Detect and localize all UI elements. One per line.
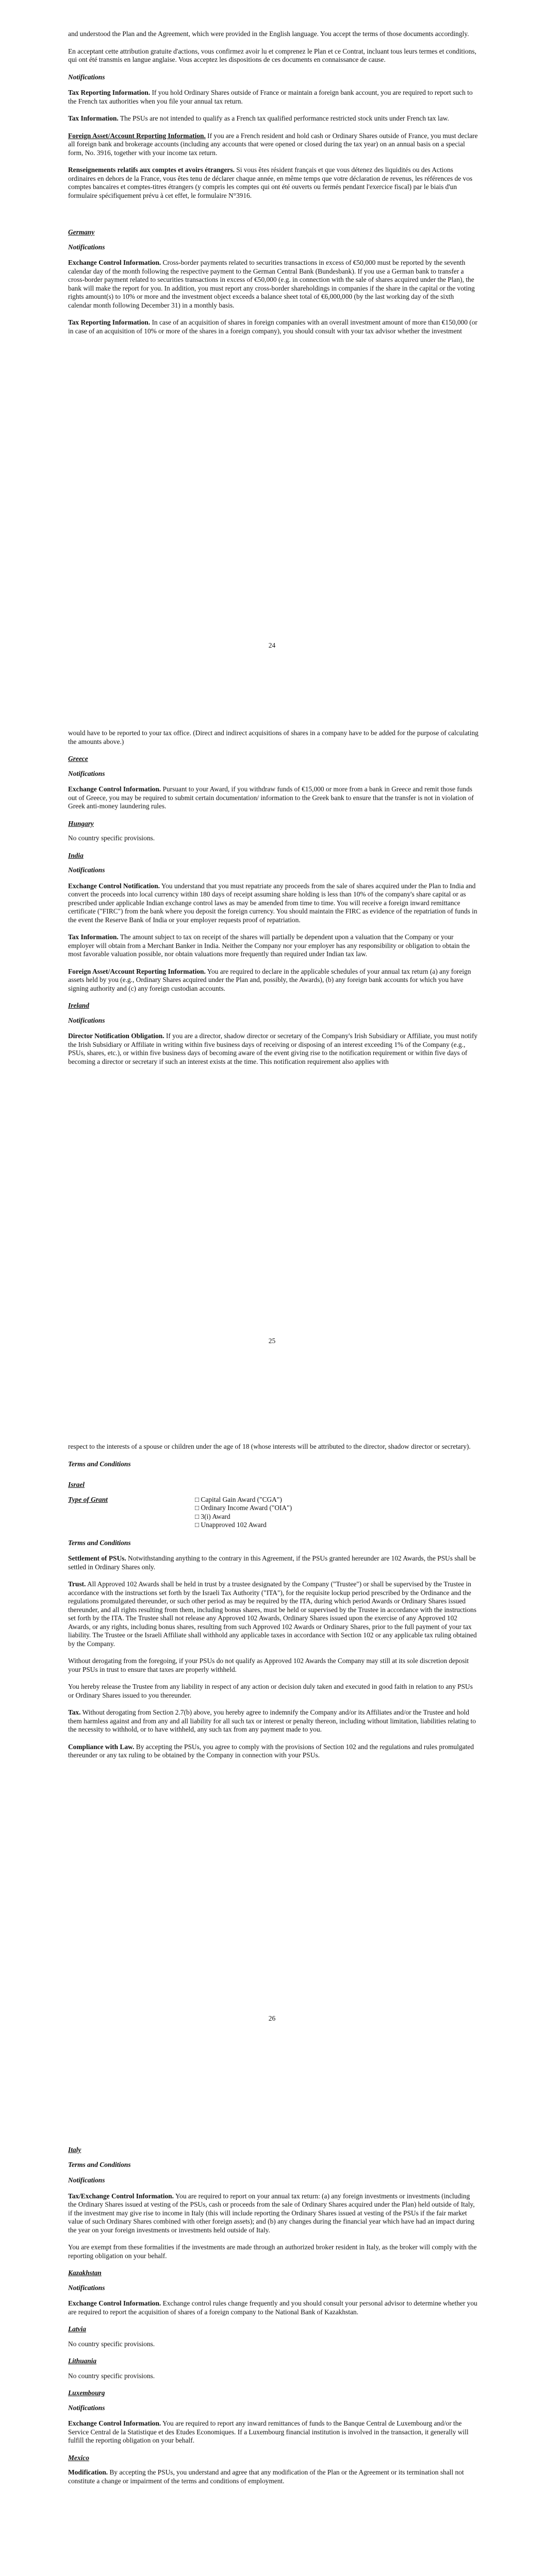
country-heading-israel: Israel	[68, 1481, 85, 1488]
paragraph-lead: Settlement of PSUs.	[68, 1554, 126, 1562]
paragraph-text: If you are a director, shadow director or secretary of the Company's Irish Subsidiary or Affiliate, you must notify the Irish Subsidiary or Affiliate in writing within five business days of receiving or disposing of an interest exceeding 1% of the Company (e.g., PSUs, shares, etc.), or within five business days of becoming aware of the event giving rise to the notification requirement or within five days of becoming a director or secretary if such an interest exists at the time. This notification requirement also applies with	[68, 1032, 477, 1065]
paragraph-text: Cross-border payments related to securities transactions in excess of €50,000 must be reported by the seventh calendar day of the month following the respective payment to the German Central Bank (Bundesbank). If you use a German bank to transfer a cross-border payment related to securities transactions in excess of €50,000 (e.g. in connection with the sale of shares acquired under the Plan), the bank will make the report for you. In addition, you must report any cross-border shareholdings in companies if the share in the capital or the voting rights amount(s) to 10% or more and the investment object exceeds a balance sheet total of €6,000,000 (by the last working day of the sixth calendar month following December 31) in a monthly basis.	[68, 259, 475, 309]
paragraph-text: If you hold Ordinary Shares outside of France or maintain a foreign bank account, you are required to report such to the French tax authorities when you file your annual tax return.	[68, 89, 473, 105]
paragraph	[68, 785, 479, 811]
grant-type-options	[195, 1496, 292, 1530]
country-heading-mexico: Mexico	[68, 2453, 89, 2462]
paragraph: En acceptant cette attribution gratuite d'actions, vous confirmez avoir lu et comprenez le Plan et ce Contrat, incluant tous leurs termes et conditions, qui ont été transmis en langue anglaise. Vous acceptez les dispositions de ces documents en connaissance de cause.	[68, 47, 476, 63]
grant-option-checkbox[interactable]: □ Unapproved 102 Award	[195, 1521, 267, 1529]
paragraph	[68, 132, 479, 158]
country-heading-luxembourg: Luxembourg	[68, 2389, 105, 2397]
paragraph: Without derogating from the foregoing, if your PSUs do not qualify as Approved 102 Awards the Company may still at its sole discretion deposit your PSUs in trust to ensure that taxes are properly withheld.	[68, 1657, 469, 1673]
notifications-heading: Notifications	[68, 2403, 105, 2412]
paragraph-lead: Renseignements relatifs aux comptes et avoirs étrangers.	[68, 166, 235, 174]
paragraph-lead: Exchange Control Information.	[68, 2299, 161, 2307]
paragraph: You hereby release the Trustee from any liability in respect of any action or decision duly taken and executed in good faith in relation to any PSUs or Ordinary Shares issued to you thereunder.	[68, 1683, 473, 1699]
paragraph: No country specific provisions.	[68, 834, 155, 842]
page-27-body	[68, 2146, 479, 2494]
paragraph: You are exempt from these formalities if the investments are made through an authorized broker resident in Italy, as the broker will comply with the reporting obligation on your behalf.	[68, 2243, 477, 2260]
grant-option-checkbox[interactable]: □ Ordinary Income Award ("OIA")	[195, 1504, 292, 1512]
paragraph: would have to be reported to your tax office. (Direct and indirect acquisitions of shares in a company have to be added for the purpose of calculating the amounts above.)	[68, 729, 479, 745]
spacer	[68, 209, 479, 228]
paragraph-lead: Compliance with Law.	[68, 1742, 135, 1751]
paragraph	[68, 1554, 479, 1571]
paragraph	[68, 114, 479, 123]
paragraph	[68, 1743, 479, 1760]
paragraph-lead: Foreign Asset/Account Reporting Information.	[68, 131, 206, 140]
paragraph-lead: Exchange Control Information.	[68, 259, 161, 266]
notifications-heading: Notifications	[68, 2283, 105, 2292]
page-24	[0, 0, 544, 703]
paragraph-text: You are required to declare in the applicable schedules of your annual tax return (a) any foreign assets held by you (e.g., Ordinary Shares acquired under the Plan and, possibly, the Awards), (b) any foreign bank accounts for which you have signing authority and (c) any foreign custodian accounts.	[68, 967, 471, 992]
grant-option-checkbox[interactable]: □ 3(i) Award	[195, 1512, 230, 1520]
paragraph: and understood the Plan and the Agreement, which were provided in the English language. You accept the terms of those documents accordingly.	[68, 30, 469, 38]
page-25-body	[68, 729, 479, 1075]
paragraph-lead: Exchange Control Information.	[68, 785, 161, 793]
paragraph	[68, 1032, 479, 1066]
paragraph-text: You are required to report any inward remittances of funds to the Banque Central de Luxembourg and/or the Service Central de la Statistique et des Etudes Economiques. If a Luxembourg financial institution is involved in the transaction, it generally will fulfill the reporting obligation on your behalf.	[68, 2419, 469, 2444]
paragraph-lead: Tax.	[68, 1708, 81, 1716]
paragraph-text: If you are a French resident and hold cash or Ordinary Shares outside of France, you must declare all foreign bank and brokerage accounts (including any accounts that were opened or closed during the tax year) on an annual basis on a special form, No. 3916, together with your income tax return.	[68, 131, 478, 157]
paragraph	[68, 318, 479, 335]
grant-type-label: Type of Grant	[68, 1495, 108, 1503]
country-heading-india: India	[68, 851, 84, 859]
country-heading-germany: Germany	[68, 228, 95, 236]
paragraph-text: Si vous êtes résident français et que vous détenez des liquidités ou des Actions ordinaires en dehors de la France, vous êtes tenu de déclarer chaque année, en même temps que votre déclaration de revenus, les références de vos comptes bancaires et comptes-titres étrangers (y compris les comptes qui ont été ouverts ou fermés pendant l'exercice fiscal) par le biais d'un formulaire spécifiquement prévu à cet effet, le formulaire N°3916.	[68, 166, 473, 199]
paragraph-text: Exchange control rules change frequently and you should consult your personal advisor to determine whether you are required to report the acquisition of shares of a foreign company to the National Bank of Kazakhstan.	[68, 2299, 477, 2316]
country-heading-ireland: Ireland	[68, 1002, 89, 1009]
paragraph-text: By accepting the PSUs, you agree to comply with the provisions of Section 102 and the regulations and rules promulgated thereunder or any tax ruling to be obtained by the Company in connection with your PSUs.	[68, 1742, 474, 1759]
paragraph-text: By accepting the PSUs, you understand and agree that any modification of the Plan or the Agreement or its termination shall not constitute a change or impairment of the terms and conditions of employment.	[68, 2468, 464, 2485]
paragraph-lead: Modification.	[68, 2468, 108, 2476]
paragraph	[68, 933, 479, 959]
country-heading-hungary: Hungary	[68, 819, 94, 827]
page-number: 24	[268, 641, 276, 649]
terms-heading: Terms and Conditions	[68, 1460, 131, 1468]
terms-heading: Terms and Conditions	[68, 1538, 131, 1547]
paragraph-text: Without derogating from Section 2.7(b) above, you hereby agree to indemnify the Company and/or its Affiliates and/or the Trustee and hold them harmless against and from any and all liability for all such tax or interest or penalty thereon, including without limitation, liabilities relating to the necessity to withhold, or to have withheld, any such tax from any payment made to you.	[68, 1708, 476, 1733]
page-27	[0, 2110, 544, 2576]
paragraph	[68, 259, 479, 310]
page-25	[0, 703, 544, 1406]
paragraph-text: All Approved 102 Awards shall be held in trust by a trustee designated by the Company ("Trustee") or shall be supervised by the Trustee in accordance with the instructions set forth by the Israeli Tax Authority ("ITA"), for the requisite lockup period prescribed by the Ordinance and the regulations promulgated thereunder, or such other period as may be required by the ITA, during which period Awards or Ordinary Shares issued thereunder, and all rights resulting from them, including bonus shares, must be held or supervised by the Trustee in accordance with the instructions set forth by the ITA. The Trustee shall not release any Approved 102 Awards, Ordinary Shares issued upon the exercise of any Approved 102 Awards, or any rights, including bonus shares, resulting from such Approved 102 Awards or Ordinary Shares, prior to the full payment of your tax liability. The Trustee or the Israeli Affiliate shall withhold any applicable taxes in accordance with Section 102 or any applicable tax ruling obtained by the Company.	[68, 1580, 477, 1648]
paragraph-text: You are required to report on your annual tax return: (a) any foreign investments or investments (including the Ordinary Shares issued at vesting of the PSUs, cash or proceeds from the sale of Ordinary Shares acquired under the Plan) held outside of Italy, if the investment may give rise to income in Italy (this will include reporting the Ordinary Shares issued at vesting of the PSUs if the fair market value of such Ordinary Shares combined with other foreign assets); and (b) any changes during the financial year which have had an impact during the year on your foreign investments or investments held outside of Italy.	[68, 2192, 475, 2234]
paragraph-lead: Foreign Asset/Account Reporting Information.	[68, 967, 206, 975]
paragraph	[68, 882, 479, 925]
page-24-body	[68, 30, 479, 344]
country-heading-lithuania: Lithuania	[68, 2357, 97, 2365]
paragraph: No country specific provisions.	[68, 2340, 155, 2348]
paragraph-text: Pursuant to your Award, if you withdraw funds of €15,000 or more from a bank in Greece and remit those funds out of Greece, you may be required to submit certain documentation/ information to the Greek bank to ensure that the transfer is not in violation of Greek anti-money laundering rules.	[68, 785, 474, 810]
page-number: 26	[268, 2014, 276, 2022]
grant-type-table	[68, 1496, 479, 1530]
paragraph-text: The amount subject to tax on receipt of the shares will partially be dependent upon a valuation that the Company or your employer will obtain from a Merchant Banker in India. Neither the Company nor your employer has any responsibility or obligation to obtain the most favorable valuation possible, nor obtain valuations more frequently than required under Indian tax law.	[68, 933, 470, 958]
notifications-heading: Notifications	[68, 73, 105, 81]
paragraph	[68, 2468, 479, 2485]
grant-option-checkbox[interactable]: □ Capital Gain Award ("CGA")	[195, 1495, 282, 1503]
paragraph	[68, 166, 479, 200]
notifications-heading: Notifications	[68, 1016, 105, 1024]
notifications-heading: Notifications	[68, 243, 105, 251]
paragraph	[68, 1708, 479, 1734]
paragraph	[68, 89, 479, 106]
terms-heading: Terms and Conditions	[68, 2160, 131, 2168]
spacer	[68, 1476, 479, 1481]
notifications-heading: Notifications	[68, 2176, 105, 2184]
paragraph: No country specific provisions.	[68, 2371, 155, 2380]
country-heading-italy: Italy	[68, 2146, 81, 2154]
page-26	[0, 1406, 544, 2110]
paragraph-text: The PSUs are not intended to qualify as a French tax qualified performance restricted stock units under French tax law.	[118, 114, 449, 122]
paragraph-lead: Exchange Control Information.	[68, 2419, 161, 2427]
paragraph-lead: Trust.	[68, 1580, 86, 1588]
paragraph	[68, 2192, 479, 2235]
paragraph-lead: Director Notification Obligation.	[68, 1032, 164, 1040]
paragraph-lead: Tax Information.	[68, 933, 119, 941]
paragraph-lead: Tax Reporting Information.	[68, 89, 151, 96]
paragraph	[68, 968, 479, 993]
paragraph	[68, 2419, 479, 2445]
notifications-heading: Notifications	[68, 769, 105, 777]
paragraph-lead: Tax/Exchange Control Information.	[68, 2192, 174, 2200]
page-number: 25	[268, 1337, 276, 1345]
paragraph-lead: Exchange Control Notification.	[68, 882, 160, 890]
paragraph-text: In case of an acquisition of shares in foreign companies with an overall investment amount of more than €150,000 (or in case of an acquisition of 10% or more of the shares in a foreign company), you should consult with your tax advisor whether the investment	[68, 318, 477, 335]
paragraph: respect to the interests of a spouse or children under the age of 18 (whose interests will be attributed to the director, shadow director or secretary).	[68, 1443, 471, 1450]
paragraph-lead: Tax Reporting Information.	[68, 318, 151, 326]
paragraph-text: You understand that you must repatriate any proceeds from the sale of shares acquired under the Plan to India and convert the proceeds into local currency within 180 days of receipt assuming share holding is less than 10% of the company's share capital or as prescribed under applicable Indian exchange control laws as may be amended from time to time. You will receive a foreign inward remittance certificate ("FIRC") from the bank where you deposit the foreign currency. You should maintain the FIRC as evidence of the repatriation of funds in the event the Reserve Bank of India or your employer requests proof of repatriation.	[68, 882, 477, 924]
paragraph	[68, 1580, 479, 1648]
paragraph-lead: Tax Information.	[68, 114, 119, 122]
notifications-heading: Notifications	[68, 866, 105, 874]
country-heading-latvia: Latvia	[68, 2325, 86, 2333]
paragraph-text: Notwithstanding anything to the contrary in this Agreement, if the PSUs granted hereunder are 102 Awards, the PSUs shall be settled in Ordinary Shares only.	[68, 1554, 476, 1571]
page-26-body	[68, 1443, 479, 1769]
country-heading-greece: Greece	[68, 755, 88, 762]
paragraph	[68, 2299, 479, 2316]
country-heading-kazakhstan: Kazakhstan	[68, 2269, 102, 2277]
